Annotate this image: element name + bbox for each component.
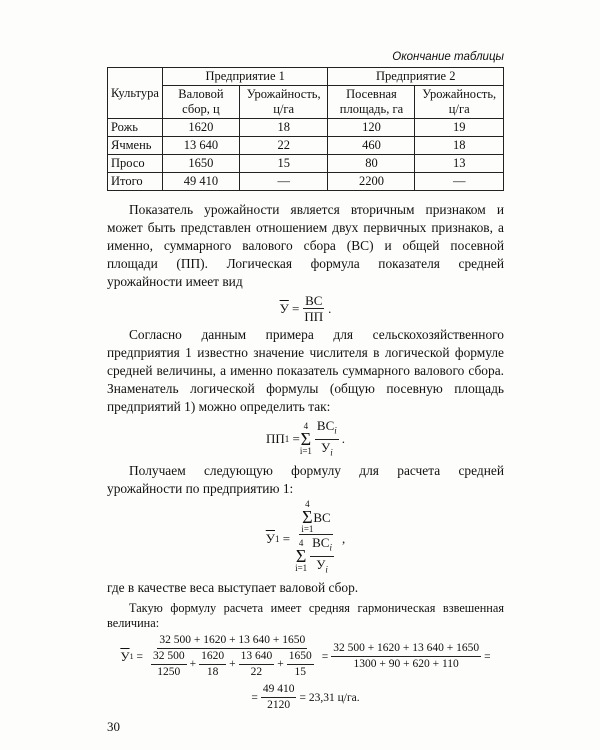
numerator: 1620: [199, 649, 226, 665]
formula-symbol: =: [292, 431, 300, 447]
cell: 18: [415, 137, 504, 155]
paragraph: Согласно данным примера для сельскохозяйственного предприятия 1 известно значение числителя в логической формуле средней величины, а именно показатель суммарного валового сбора. Знаменатель логической формулы (общую посевную площадь предприятий 1) можно определить так:: [107, 327, 504, 414]
sum-sign: 4 Σ i=1: [295, 538, 308, 574]
sum-sign: 4 Σ i=1: [299, 421, 312, 457]
header-culture: Культура: [108, 68, 163, 119]
cell: 22: [239, 137, 328, 155]
formula-symbol: ,: [342, 530, 346, 546]
formula-symbol: =: [321, 650, 329, 663]
cell: 13: [415, 155, 504, 173]
denominator: 2120: [267, 699, 291, 712]
cell: 460: [328, 137, 415, 155]
formula-symbol: 4: [298, 538, 304, 549]
cell: 18: [239, 119, 328, 137]
table-caption: Окончание таблицы: [392, 51, 504, 63]
page-number: 30: [107, 719, 120, 735]
formula-symbol: 4: [303, 421, 309, 432]
table-row: [108, 137, 504, 155]
formula-symbol: .: [328, 300, 332, 316]
formula-symbol: 4: [305, 499, 310, 510]
header-enterprise-2: Предприятие 2: [328, 68, 504, 86]
numerator: ВС: [313, 509, 331, 525]
paragraph: Показатель урожайности является вторичным признаком и может быть представлен отношением двух первичных признаков, а именно, суммарного валового сбора (ВС) и общей посевной площади (ПП). Логическая формула показателя средней урожайности имеет вид: [107, 202, 504, 289]
formula-symbol: =: [484, 650, 491, 663]
formula-symbol: i=1: [301, 524, 314, 535]
formula-symbol: =: [282, 530, 291, 546]
cell: —: [239, 173, 328, 191]
cell: 80: [328, 155, 415, 173]
yield-table: [107, 67, 504, 191]
formula-symbol: i: [330, 447, 333, 458]
cell: 19: [415, 119, 504, 137]
formula-symbol: =: [251, 691, 258, 704]
denominator: 1250: [157, 666, 181, 679]
formula-symbol: .: [341, 431, 346, 447]
formula-symbol: 1: [274, 533, 280, 544]
numerator: ВС: [312, 535, 330, 551]
formula-result: [107, 682, 504, 713]
cell: 1650: [162, 155, 239, 173]
formula-symbol: 1: [284, 434, 290, 445]
formula-symbol: =: [292, 300, 300, 316]
denominator: 15: [294, 666, 306, 679]
formula-symbol: +: [277, 658, 284, 671]
cell: Рожь: [108, 119, 163, 137]
cell: 120: [328, 119, 415, 137]
numerator: 32 500 + 1620 + 13 640 + 1650: [157, 633, 307, 649]
cell: Ячмень: [108, 137, 163, 155]
denominator: 18: [206, 666, 219, 679]
header-enterprise-1: Предприятие 1: [162, 68, 328, 86]
cell: 49 410: [162, 173, 239, 191]
numerator: BC: [316, 418, 335, 433]
denominator: ПП: [304, 309, 324, 324]
numerator: ВС: [305, 293, 323, 308]
formula-symbol: +: [229, 658, 236, 671]
paragraph: Получаем следующую формулу для расчета средней урожайности по предприятию 1:: [107, 463, 504, 497]
cell: Просо: [108, 155, 163, 173]
formula-symbol: i: [325, 564, 328, 575]
paragraph: где в качестве веса выступает валовой сбор.: [107, 580, 359, 596]
formula-symbol: У: [120, 648, 130, 664]
paragraph: Такую формулу расчета имеет средняя гармоническая взвешенная величина:: [107, 601, 504, 631]
sum-sign: 4 Σ i=1: [301, 499, 314, 535]
cell: 2200: [328, 173, 415, 191]
cell: 1620: [162, 119, 239, 137]
denominator: 22: [250, 666, 263, 679]
book-page: [107, 50, 504, 735]
numerator: 1650: [287, 649, 314, 665]
numerator: 32 500 + 1620 + 13 640 + 1650: [331, 641, 481, 657]
formula-symbol: ПП: [265, 431, 285, 447]
cell: —: [415, 173, 504, 191]
denominator: У: [316, 556, 326, 572]
subheader: Урожайность, ц/га: [239, 86, 328, 119]
denominator: 1300 + 90 + 620 + 110: [353, 658, 459, 671]
numerator: 32 500: [151, 649, 187, 665]
numerator: 13 640: [239, 649, 275, 665]
formula-symbol: 1: [129, 652, 134, 662]
cell: 13 640: [162, 137, 239, 155]
formula-harmonic-mean: [107, 633, 504, 680]
subheader: Урожайность, ц/га: [415, 86, 504, 119]
table-row: [108, 155, 504, 173]
cell: Итого: [108, 173, 163, 191]
formula-symbol: У: [279, 300, 289, 316]
table-row: [108, 119, 504, 137]
formula-average-yield: [107, 293, 504, 324]
subheader: Валовой сбор, ц: [162, 86, 239, 119]
numerator: 49 410: [261, 682, 297, 698]
formula-total-area: [107, 418, 504, 460]
table-row: [108, 173, 504, 191]
formula-symbol: i: [329, 542, 332, 553]
formula-symbol: i=1: [295, 563, 308, 574]
formula-symbol: +: [189, 658, 197, 671]
cell: 15: [239, 155, 328, 173]
result-value: = 23,31 ц/га.: [299, 691, 360, 704]
formula-symbol: У: [265, 530, 275, 546]
subheader: Посевная площадь, га: [328, 86, 415, 119]
formula-average-yield-1: [107, 500, 504, 577]
formula-symbol: =: [136, 650, 143, 663]
denominator: У: [320, 439, 331, 455]
formula-symbol: i=1: [299, 446, 312, 457]
formula-symbol: i: [334, 425, 337, 436]
